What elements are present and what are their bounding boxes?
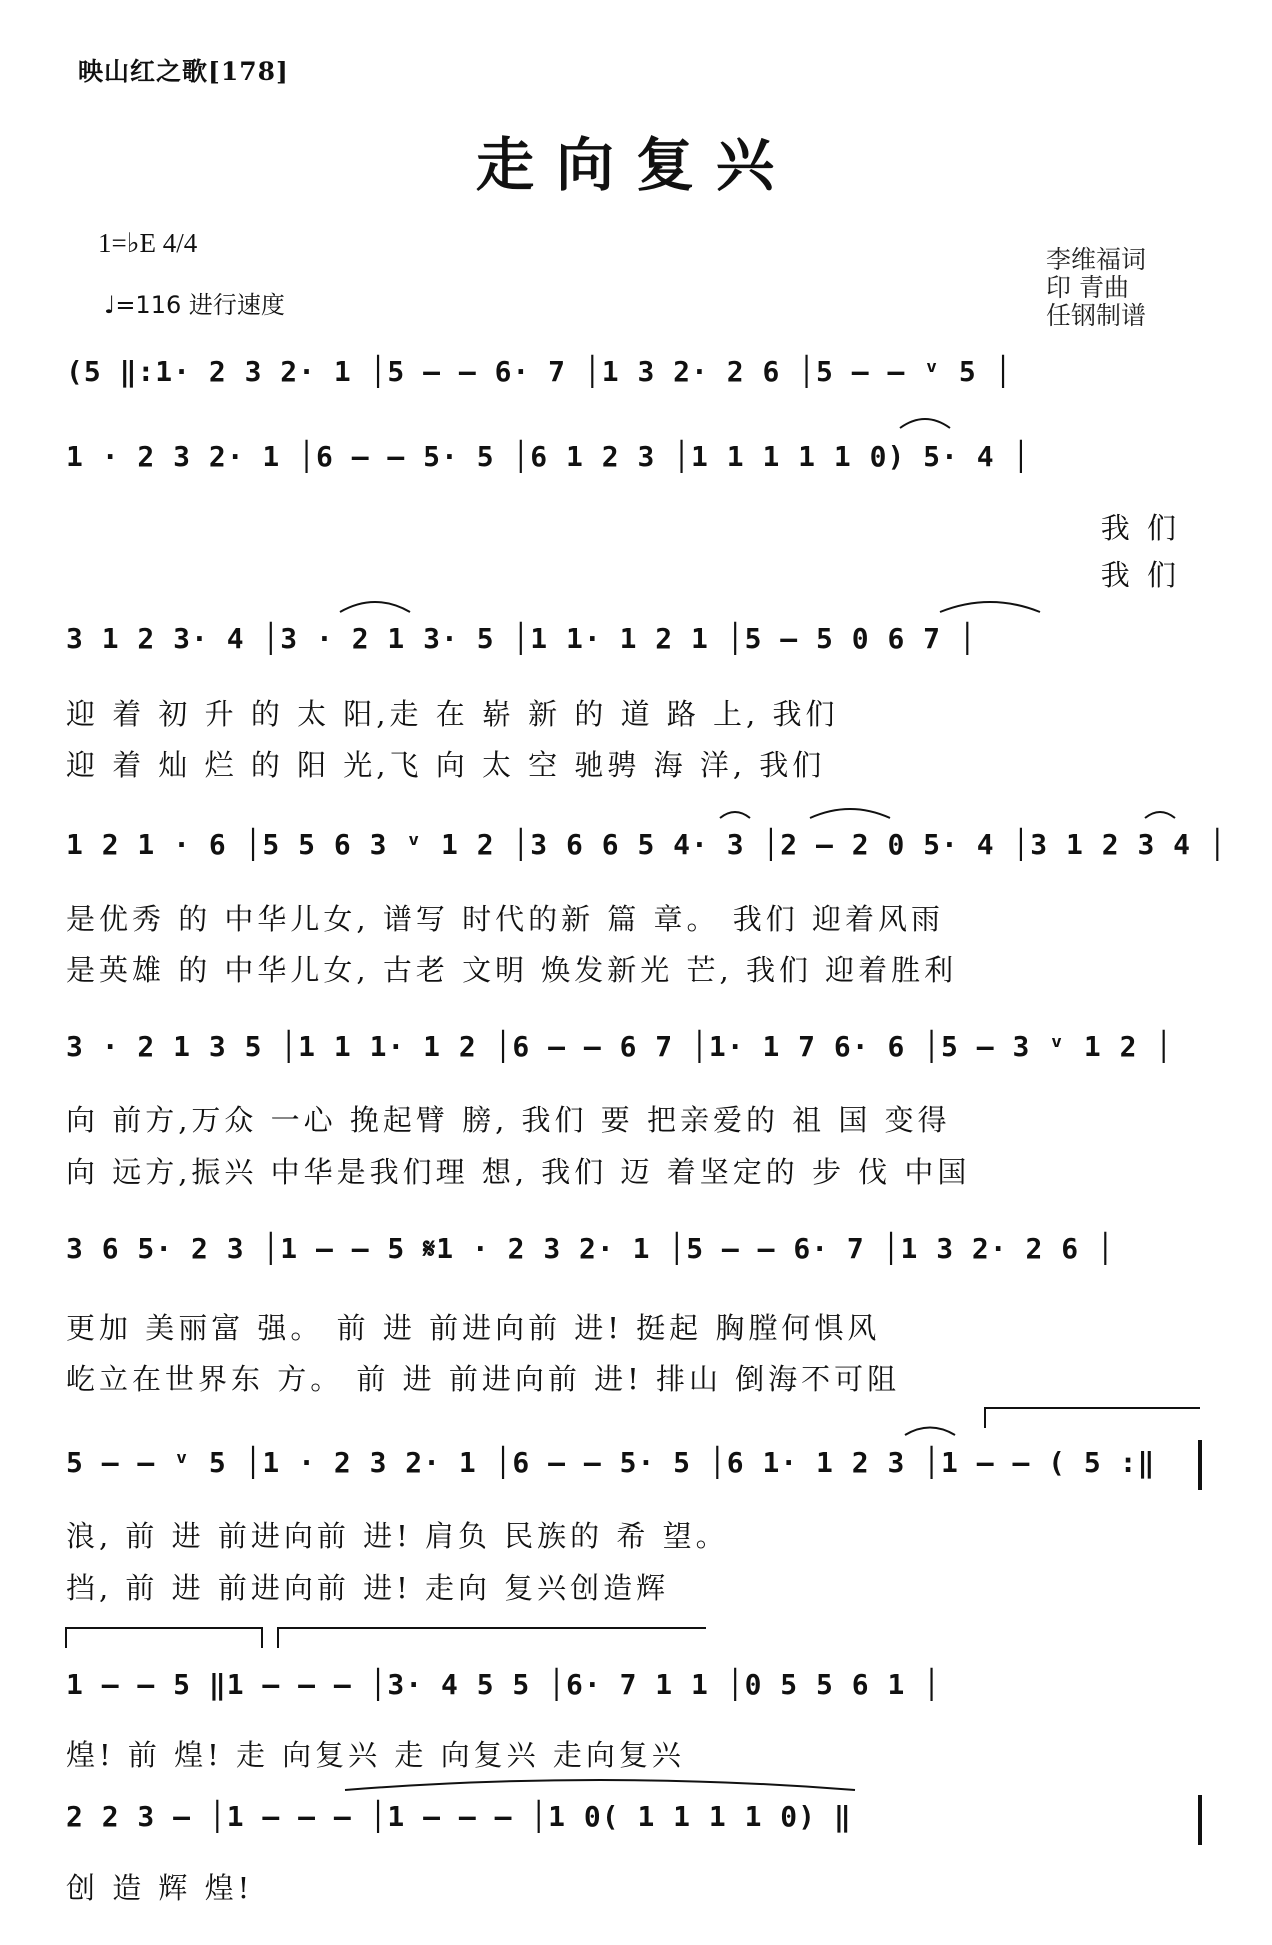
notation-line-2: 1 · 2 3 2· 1 │6 – – 5· 5 │6 1 2 3 │1 1 1 1 1 0) 5· 4 │: [66, 440, 1031, 473]
notation-line-4: 1 2 1 · 6 │5 5 6 3 ᵛ 1 2 │3 6 6 5 4· 3 │2 – 2 0 5· 4 │3 1 2 3 4 │: [66, 828, 1227, 861]
song-title: 走向复兴: [475, 131, 796, 199]
slur-mark: [1145, 812, 1175, 818]
lyric-line-6-verse-1: 更加 美丽富 强。 前 进 前进向前 进! 挺起 胸膛何惧风: [66, 1311, 881, 1345]
notation-line-7: 5 – – ᵛ 5 │1 · 2 3 2· 1 │6 – – 5· 5 │6 1· 1 2 3 │1 – – ( 5 :‖: [66, 1446, 1156, 1479]
slur-mark: [810, 809, 890, 818]
credit-arranger: 任钢制谱: [1046, 301, 1147, 330]
tempo-marking: ♩=116 进行速度: [104, 291, 285, 319]
notation-line-9: 2 2 3 – │1 – – – │1 – – – │1 0( 1 1 1 1 0) ‖: [66, 1800, 852, 1833]
lyric-line-2-verse-1: 我 们: [1100, 511, 1180, 545]
lyric-line-3-verse-2: 迎 着 灿 烂 的 阳 光,飞 向 太 空 驰骋 海 洋, 我们: [66, 748, 826, 782]
slur-mark: [900, 419, 950, 428]
lyric-line-8: 煌! 前 煌! 走 向复兴 走 向复兴 走向复兴: [66, 1738, 685, 1772]
notation-line-8: 1 – – 5 ‖1 – – – │3· 4 5 5 │6· 7 1 1 │0 5 5 6 1 │: [66, 1668, 942, 1701]
notation-line-3: 3 1 2 3· 4 │3 · 2 1 3· 5 │1 1· 1 2 1 │5 – 5 0 6 7 │: [66, 622, 977, 655]
lyric-line-4-verse-2: 是英雄 的 中华儿女, 古老 文明 焕发新光 芒, 我们 迎着胜利: [66, 953, 958, 987]
key-signature: 1=♭E 4/4: [98, 228, 198, 258]
volta-1: [985, 1408, 1200, 1428]
lyric-line-3-verse-1: 迎 着 初 升 的 太 阳,走 在 崭 新 的 道 路 上, 我们: [66, 697, 839, 731]
credit-composer: 印 青曲: [1046, 273, 1129, 302]
notation-line-6: 3 6 5· 2 3 │1 – – 5 𝄋1 · 2 3 2· 1 │5 – – 6· 7 │1 3 2· 2 6 │: [66, 1232, 1115, 1265]
notation-line-5: 3 · 2 1 3 5 │1 1 1· 1 2 │6 – – 6 7 │1· 1 7 6· 6 │5 – 3 ᵛ 1 2 │: [66, 1030, 1174, 1063]
lyric-line-9: 创 造 辉 煌!: [66, 1871, 254, 1905]
lyric-line-4-verse-1: 是优秀 的 中华儿女, 谱写 时代的新 篇 章。 我们 迎着风雨: [66, 902, 944, 936]
lyric-line-7-verse-2: 挡, 前 进 前进向前 进! 走向 复兴创造辉: [66, 1571, 670, 1605]
lyric-line-5-verse-2: 向 远方,振兴 中华是我们理 想, 我们 迈 着坚定的 步 伐 中国: [66, 1155, 971, 1189]
slur-mark: [345, 1780, 855, 1790]
slur-mark: [905, 1428, 955, 1436]
slur-mark: [940, 602, 1040, 612]
lyric-line-5-verse-1: 向 前方,万众 一心 挽起臂 膀, 我们 要 把亲爱的 祖 国 变得: [66, 1103, 951, 1137]
volta-2: [66, 1628, 262, 1648]
lyric-line-2-verse-2: 我 们: [1100, 558, 1180, 592]
slur-mark: [340, 602, 410, 612]
lyric-line-6-verse-2: 屹立在世界东 方。 前 进 前进向前 进! 排山 倒海不可阻: [66, 1362, 901, 1396]
volta-3: [278, 1628, 706, 1648]
slur-mark: [720, 812, 750, 818]
lyric-line-7-verse-1: 浪, 前 进 前进向前 进! 肩负 民族的 希 望。: [66, 1519, 729, 1553]
credit-lyricist: 李维福词: [1046, 245, 1147, 274]
series-label: 映山红之歌[178]: [78, 57, 289, 86]
notation-line-1: (5 ‖:1· 2 3 2· 1 │5 – – 6· 7 │1 3 2· 2 6 │5 – – ᵛ 5 │: [66, 355, 1013, 388]
